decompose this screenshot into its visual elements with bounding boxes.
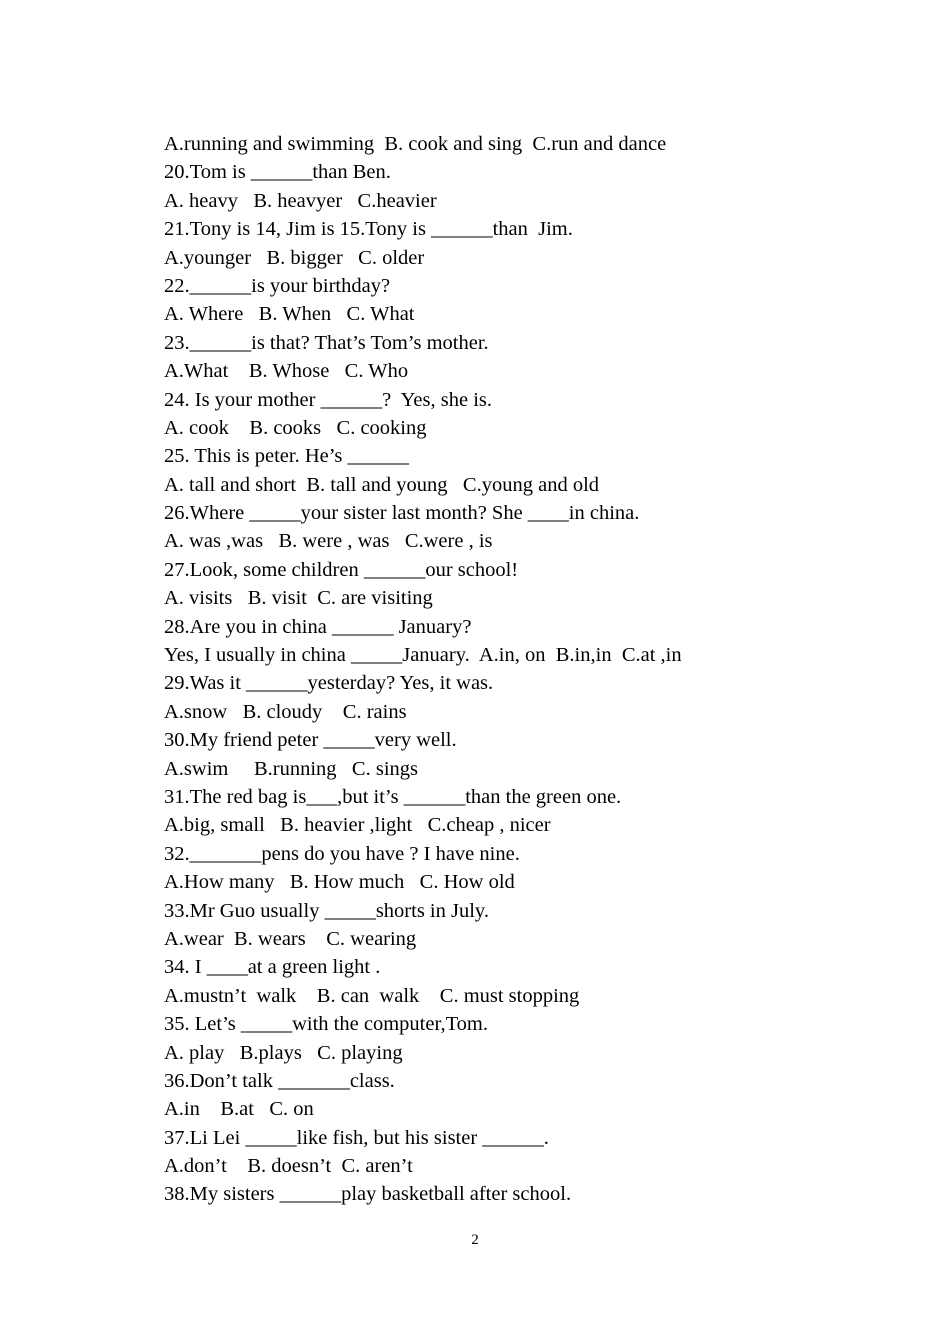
text-line: 35. Let’s _____with the computer,Tom. xyxy=(164,1013,488,1036)
text-line: A.don’t B. doesn’t C. aren’t xyxy=(164,1155,413,1178)
text-line: 23.______is that? That’s Tom’s mother. xyxy=(164,331,489,354)
text-line: A.in B.at C. on xyxy=(164,1098,314,1121)
text-line: 20.Tom is ______than Ben. xyxy=(164,161,391,184)
text-line: 21.Tony is 14, Jim is 15.Tony is ______than Jim. xyxy=(164,218,573,241)
text-line: A.running and swimming B. cook and sing C.run and dance xyxy=(164,133,667,155)
text-line: 29.Was it ______yesterday? Yes, it was. xyxy=(164,672,494,695)
text-line: 33.Mr Guo usually _____shorts in July. xyxy=(164,899,489,922)
text-line: A.big, small B. heavier ,light C.cheap , nicer xyxy=(164,814,551,837)
text-line: A.swim B.running C. sings xyxy=(164,757,418,780)
text-line: A. Where B. When C. What xyxy=(164,303,415,326)
text-line: A.mustn’t walk B. can walk C. must stopping xyxy=(164,984,580,1007)
text-line: A. was ,was B. were , was C.were , is xyxy=(164,530,493,553)
text-line: 37.Li Lei _____like fish, but his sister ______. xyxy=(164,1126,549,1149)
text-line: A.younger B. bigger C. older xyxy=(164,246,425,269)
text-line: 28.Are you in china ______ January? xyxy=(164,615,472,638)
text-line: 27.Look, some children ______our school! xyxy=(164,558,519,581)
text-line: A.What B. Whose C. Who xyxy=(164,360,409,383)
text-line: A. tall and short B. tall and young C.young and old xyxy=(164,473,600,496)
text-line: 22.______is your birthday? xyxy=(164,274,391,297)
text-line: A.How many B. How much C. How old xyxy=(164,871,515,894)
text-line: 31.The red bag is___,but it’s ______than the green one. xyxy=(164,785,622,808)
text-line: 24. Is your mother ______? Yes, she is. xyxy=(164,388,492,411)
text-line: 32._______pens do you have ? I have nine. xyxy=(164,842,520,865)
text-line: A. visits B. visit C. are visiting xyxy=(164,587,433,610)
page-number: 2 xyxy=(471,1232,479,1248)
text-line: A.wear B. wears C. wearing xyxy=(164,927,417,950)
text-line: A. heavy B. heavyer C.heavier xyxy=(164,189,437,212)
text-line: 30.My friend peter _____very well. xyxy=(164,729,457,752)
text-line: A.snow B. cloudy C. rains xyxy=(164,700,407,723)
text-line: 25. This is peter. He’s ______ xyxy=(164,445,410,468)
text-line: A. cook B. cooks C. cooking xyxy=(164,416,427,439)
text-line: Yes, I usually in china _____January. A.in, on B.in,in C.at ,in xyxy=(164,644,682,667)
text-line: A. play B.plays C. playing xyxy=(164,1041,403,1064)
text-line: 36.Don’t talk _______class. xyxy=(164,1069,395,1092)
text-line: 38.My sisters ______play basketball after school. xyxy=(164,1183,572,1206)
question-list xyxy=(164,130,864,1209)
text-line: 26.Where _____your sister last month? She ____in china. xyxy=(164,502,640,525)
text-line: 34. I ____at a green light . xyxy=(164,956,381,979)
